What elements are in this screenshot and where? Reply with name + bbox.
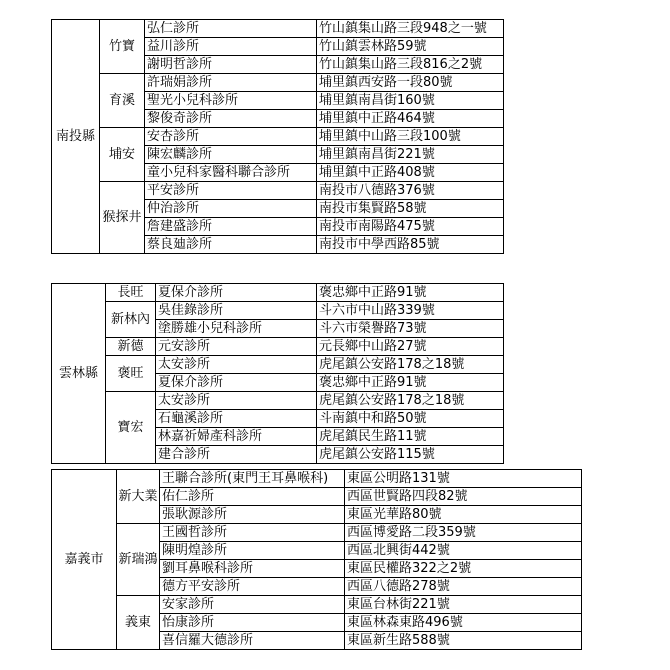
- clinic-name-cell: 塗勝雄小兒科診所: [156, 320, 317, 338]
- clinic-name-cell: 太安診所: [156, 356, 317, 374]
- clinic-address-cell: 埔里鎮南昌街160號: [317, 92, 504, 110]
- clinic-name-cell: 吳佳錄診所: [156, 302, 317, 320]
- county-cell: 南投縣: [52, 20, 100, 254]
- clinic-name-cell: 童小兒科家醫科聯合診所: [145, 164, 317, 182]
- clinic-address-cell: 東區民權路322之2號: [345, 560, 582, 578]
- clinic-name-cell: 怡康診所: [160, 614, 345, 632]
- clinic-address-cell: 西區八德路278號: [345, 578, 582, 596]
- county-cell: 嘉義市: [52, 470, 117, 650]
- clinic-address-cell: 斗六市中山路339號: [317, 302, 504, 320]
- table-row: [52, 338, 504, 356]
- clinic-address-cell: 竹山鎮雲林路59號: [317, 38, 504, 56]
- clinic-address-cell: 虎尾鎮民生路11號: [317, 428, 504, 446]
- clinic-address-cell: 埔里鎮中正路408號: [317, 164, 504, 182]
- district-cell: 義東: [117, 596, 160, 650]
- clinic-name-cell: 謝明哲診所: [145, 56, 317, 74]
- clinic-address-cell: 東區台林街221號: [345, 596, 582, 614]
- clinic-address-cell: 虎尾鎮公安路178之18號: [317, 392, 504, 410]
- clinic-name-cell: 喜信羅大德診所: [160, 632, 345, 650]
- district-cell: 新德: [106, 338, 156, 356]
- clinic-address-cell: 埔里鎮西安路一段80號: [317, 74, 504, 92]
- chiayi-clinic-table: [51, 469, 582, 650]
- clinic-address-cell: 西區北興街442號: [345, 542, 582, 560]
- table-row: [52, 392, 504, 410]
- district-cell: 新瑞鴻: [117, 524, 160, 596]
- yunlin-tbody: [52, 284, 504, 464]
- clinic-name-cell: 石龜溪診所: [156, 410, 317, 428]
- clinic-name-cell: 聖光小兒科診所: [145, 92, 317, 110]
- table-row: [52, 470, 582, 488]
- table-row: [52, 20, 504, 38]
- clinic-name-cell: 元安診所: [156, 338, 317, 356]
- clinic-address-cell: 埔里鎮中山路三段100號: [317, 128, 504, 146]
- clinic-address-cell: 斗南鎮中和路50號: [317, 410, 504, 428]
- table-row: [52, 596, 582, 614]
- district-cell: 埔安: [100, 128, 145, 182]
- clinic-address-cell: 東區光華路80號: [345, 506, 582, 524]
- clinic-name-cell: 安家診所: [160, 596, 345, 614]
- clinic-address-cell: 虎尾鎮公安路178之18號: [317, 356, 504, 374]
- nantou-tbody: [52, 20, 504, 254]
- clinic-name-cell: 弘仁診所: [145, 20, 317, 38]
- clinic-address-cell: 西區世賢路四段82號: [345, 488, 582, 506]
- clinic-name-cell: 仲治診所: [145, 200, 317, 218]
- table-row: [52, 356, 504, 374]
- clinic-address-cell: 東區新生路588號: [345, 632, 582, 650]
- district-cell: 新大業: [117, 470, 160, 524]
- clinic-name-cell: 夏保介診所: [156, 374, 317, 392]
- clinic-address-cell: 虎尾鎮公安路115號: [317, 446, 504, 464]
- clinic-address-cell: 東區公明路131號: [345, 470, 582, 488]
- clinic-name-cell: 張耿源診所: [160, 506, 345, 524]
- clinic-name-cell: 德方平安診所: [160, 578, 345, 596]
- table-row: [52, 524, 582, 542]
- table-row: [52, 182, 504, 200]
- clinic-name-cell: 詹建盛診所: [145, 218, 317, 236]
- clinic-address-cell: 南投市中學西路85號: [317, 236, 504, 254]
- clinic-address-cell: 元長鄉中山路27號: [317, 338, 504, 356]
- clinic-address-cell: 竹山鎮集山路三段816之2號: [317, 56, 504, 74]
- clinic-address-cell: 南投市集賢路58號: [317, 200, 504, 218]
- clinic-name-cell: 夏保介診所: [156, 284, 317, 302]
- clinic-address-cell: 埔里鎮南昌街221號: [317, 146, 504, 164]
- table-row: [52, 74, 504, 92]
- clinic-address-cell: 埔里鎮中正路464號: [317, 110, 504, 128]
- district-cell: 育溪: [100, 74, 145, 128]
- table-row: [52, 302, 504, 320]
- clinic-address-cell: 斗六市榮譽路73號: [317, 320, 504, 338]
- clinic-name-cell: 黎俊奇診所: [145, 110, 317, 128]
- clinic-address-cell: 竹山鎮集山路三段948之一號: [317, 20, 504, 38]
- clinic-name-cell: 安杏診所: [145, 128, 317, 146]
- clinic-address-cell: 褒忠鄉中正路91號: [317, 374, 504, 392]
- clinic-name-cell: 建合診所: [156, 446, 317, 464]
- clinic-name-cell: 王聯合診所(東門王耳鼻喉科): [160, 470, 345, 488]
- clinic-name-cell: 佑仁診所: [160, 488, 345, 506]
- clinic-name-cell: 益川診所: [145, 38, 317, 56]
- clinic-name-cell: 蔡良廸診所: [145, 236, 317, 254]
- district-cell: 長旺: [106, 284, 156, 302]
- district-cell: 褒旺: [106, 356, 156, 392]
- clinic-name-cell: 太安診所: [156, 392, 317, 410]
- yunlin-clinic-table: [51, 283, 504, 464]
- clinic-name-cell: 王國哲診所: [160, 524, 345, 542]
- clinic-name-cell: 許瑞娟診所: [145, 74, 317, 92]
- district-cell: 猴探井: [100, 182, 145, 254]
- district-cell: 新林內: [106, 302, 156, 338]
- district-cell: 竹寶: [100, 20, 145, 74]
- clinic-address-cell: 南投市八德路376號: [317, 182, 504, 200]
- clinic-name-cell: 陳明煌診所: [160, 542, 345, 560]
- nantou-clinic-table: [51, 19, 504, 254]
- clinic-name-cell: 陳宏麟診所: [145, 146, 317, 164]
- clinic-name-cell: 平安診所: [145, 182, 317, 200]
- clinic-address-cell: 褒忠鄉中正路91號: [317, 284, 504, 302]
- table-row: [52, 284, 504, 302]
- clinic-address-cell: 東區林森東路496號: [345, 614, 582, 632]
- clinic-name-cell: 林嘉祈婦產科診所: [156, 428, 317, 446]
- county-cell: 雲林縣: [52, 284, 106, 464]
- table-row: [52, 128, 504, 146]
- clinic-address-cell: 南投市南陽路475號: [317, 218, 504, 236]
- chiayi-tbody: [52, 470, 582, 650]
- clinic-name-cell: 劉耳鼻喉科診所: [160, 560, 345, 578]
- district-cell: 寶宏: [106, 392, 156, 464]
- clinic-address-cell: 西區博愛路二段359號: [345, 524, 582, 542]
